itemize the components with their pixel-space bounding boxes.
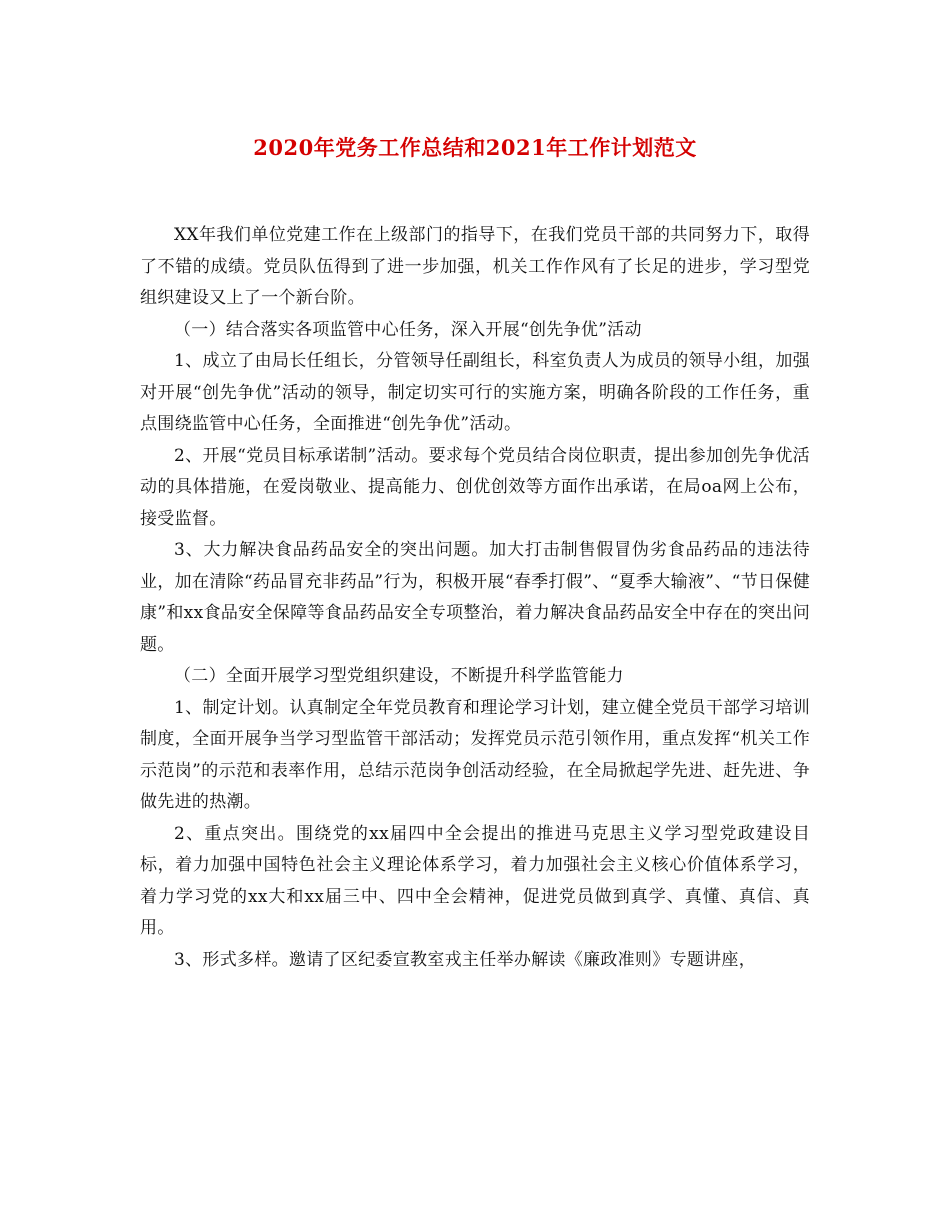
document-title: 2020年党务工作总结和2021年工作计划范文 bbox=[253, 135, 697, 160]
paragraph-2-2: 2、重点突出。围绕党的xx届四中全会提出的推进马克思主义学习型党政建设目标，着力加强中国特色社会主义理论体系学习，着力加强社会主义核心价值体系学习，着力学习党的xx大和xx届三中、四中全会精神，促进党员做到真学、真懂、真信、真用。 bbox=[140, 823, 810, 938]
paragraph-2-1: 1、制定计划。认真制定全年党员教育和理论学习计划，建立健全党员干部学习培训制度，全面开展争当学习型监管干部活动；发挥党员示范引领作用，重点发挥“机关工作示范岗”的示范和表率作用，总结示范岗争创活动经验，在全局掀起学先进、赶先进、争做先进的热潮。 bbox=[140, 697, 810, 812]
document-body bbox=[140, 220, 810, 976]
paragraph-2-3: 3、形式多样。邀请了区纪委宣教室戎主任举办解读《廉政准则》专题讲座， bbox=[174, 949, 757, 970]
paragraph-1-1: 1、成立了由局长任组长，分管领导任副组长，科室负责人为成员的领导小组，加强对开展“创先争优”活动的领导，制定切实可行的实施方案，明确各阶段的工作任务，重点围绕监管中心任务，全面推进“创先争优”活动。 bbox=[140, 351, 810, 434]
section-heading-2: （二）全面开展学习型党组织建设，不断提升科学监管能力 bbox=[174, 666, 624, 686]
paragraph-1-2: 2、开展“党员目标承诺制”活动。要求每个党员结合岗位职责，提出参加创先争优活动的具体措施，在爱岗敬业、提高能力、创优创效等方面作出承诺，在局oa网上公布，接受监督。 bbox=[140, 445, 810, 529]
section-heading-1: （一）结合落实各项监管中心任务，深入开展“创先争优”活动 bbox=[174, 319, 642, 340]
paragraph-1-3: 3、大力解决食品药品安全的突出问题。加大打击制售假冒伪劣食品药品的违法待业，加在清除“药品冒充非药品”行为，积极开展“春季打假”、“夏季大输液”、“节日保健康”和xx食品安全保障等食品药品安全专项整治，着力解决食品药品安全中存在的突出问题。 bbox=[140, 540, 810, 655]
paragraph-intro: XX年我们单位党建工作在上级部门的指导下，在我们党员干部的共同努力下，取得了不错的成绩。党员队伍得到了进一步加强，机关工作作风有了长足的进步，学习型党组织建设又上了一个新台阶。 bbox=[140, 225, 810, 308]
